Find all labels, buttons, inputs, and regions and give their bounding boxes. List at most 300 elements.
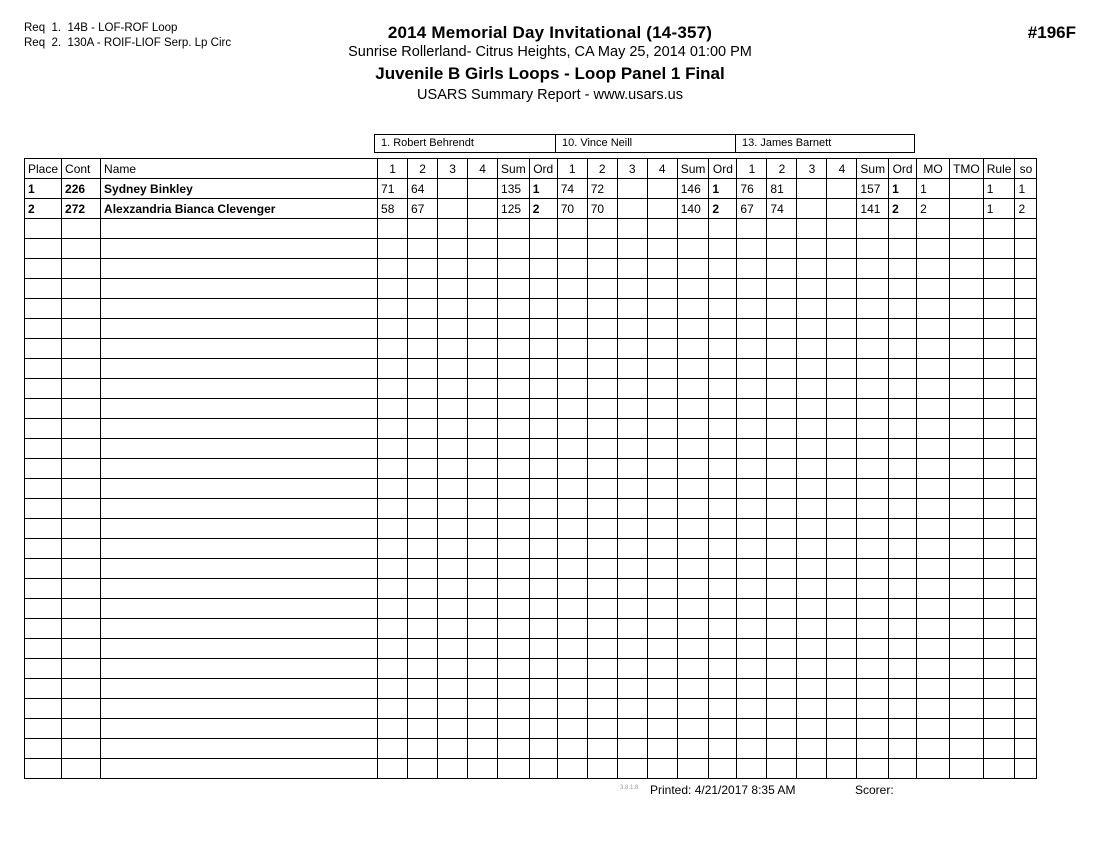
cell-empty-5 <box>438 659 468 679</box>
cell-empty-19 <box>857 339 889 359</box>
cell-empty-24 <box>1015 599 1037 619</box>
cell-empty-3 <box>378 699 408 719</box>
cell-empty-19 <box>857 719 889 739</box>
cell-empty-4 <box>408 759 438 779</box>
cell-empty-2 <box>101 519 378 539</box>
cell-empty-17 <box>797 239 827 259</box>
cell-empty-12 <box>647 259 677 279</box>
cell-empty-24 <box>1015 559 1037 579</box>
cell-empty-18 <box>827 419 857 439</box>
cell-empty-12 <box>647 419 677 439</box>
cell-empty-0 <box>25 499 62 519</box>
cell-empty-12 <box>647 659 677 679</box>
cell-empty-9 <box>557 759 587 779</box>
cell-empty-5 <box>438 719 468 739</box>
cell-empty-2 <box>101 239 378 259</box>
judge-panel-3: 13. James Barnett <box>735 134 915 153</box>
cell-empty-1 <box>62 699 101 719</box>
cell-empty-13 <box>677 379 709 399</box>
cell-empty-2 <box>101 359 378 379</box>
cell-empty-22 <box>950 659 984 679</box>
cell-empty-16 <box>767 419 797 439</box>
cell-empty-12 <box>647 719 677 739</box>
cell-empty-21 <box>917 539 950 559</box>
cell-empty-2 <box>101 339 378 359</box>
cell-empty-8 <box>529 759 557 779</box>
cell-empty-13 <box>677 479 709 499</box>
cell-empty-10 <box>587 739 617 759</box>
cell-empty-17 <box>797 739 827 759</box>
cell-empty-22 <box>950 579 984 599</box>
printed-timestamp: Printed: 4/21/2017 8:35 AM <box>650 783 796 797</box>
cell-empty-14 <box>709 579 737 599</box>
cell-empty-8 <box>529 319 557 339</box>
cell-empty-16 <box>767 719 797 739</box>
cell-empty-22 <box>950 459 984 479</box>
cell-empty-6 <box>468 339 498 359</box>
cell-empty-9 <box>557 519 587 539</box>
cell-empty-19 <box>857 579 889 599</box>
cell-panel3-sum: 141 <box>857 199 889 219</box>
cell-empty-15 <box>737 219 767 239</box>
table-row-empty <box>25 459 1037 479</box>
cell-empty-13 <box>677 439 709 459</box>
cell-empty-1 <box>62 679 101 699</box>
cell-empty-4 <box>408 279 438 299</box>
table-row-empty <box>25 279 1037 299</box>
cell-empty-1 <box>62 219 101 239</box>
cell-empty-11 <box>617 459 647 479</box>
cell-empty-6 <box>468 299 498 319</box>
cell-empty-17 <box>797 539 827 559</box>
cell-empty-15 <box>737 659 767 679</box>
cell-empty-17 <box>797 519 827 539</box>
cell-empty-13 <box>677 419 709 439</box>
cell-empty-8 <box>529 599 557 619</box>
cell-empty-6 <box>468 439 498 459</box>
cell-empty-1 <box>62 519 101 539</box>
cell-empty-11 <box>617 299 647 319</box>
cell-empty-24 <box>1015 319 1037 339</box>
cell-empty-5 <box>438 299 468 319</box>
cell-panel2-score1: 74 <box>557 179 587 199</box>
cell-empty-8 <box>529 579 557 599</box>
cell-empty-20 <box>889 379 917 399</box>
cell-empty-8 <box>529 239 557 259</box>
cell-empty-20 <box>889 639 917 659</box>
cell-empty-8 <box>529 499 557 519</box>
cell-empty-8 <box>529 539 557 559</box>
cell-empty-13 <box>677 499 709 519</box>
cell-empty-3 <box>378 319 408 339</box>
cell-empty-4 <box>408 599 438 619</box>
cell-empty-4 <box>408 679 438 699</box>
cell-empty-7 <box>498 499 530 519</box>
table-row-empty <box>25 259 1037 279</box>
cell-empty-0 <box>25 279 62 299</box>
cell-cont: 226 <box>62 179 101 199</box>
cell-empty-5 <box>438 559 468 579</box>
cell-empty-6 <box>468 679 498 699</box>
cell-empty-9 <box>557 539 587 559</box>
cell-empty-7 <box>498 319 530 339</box>
cell-empty-22 <box>950 399 984 419</box>
cell-empty-22 <box>950 479 984 499</box>
cell-empty-3 <box>378 499 408 519</box>
cell-empty-17 <box>797 659 827 679</box>
cell-empty-23 <box>983 339 1015 359</box>
cell-empty-21 <box>917 499 950 519</box>
cell-empty-24 <box>1015 699 1037 719</box>
table-row-empty <box>25 659 1037 679</box>
col-header-p3-sum: Sum <box>857 159 889 179</box>
col-header-p2-s1: 1 <box>557 159 587 179</box>
cell-empty-15 <box>737 679 767 699</box>
cell-empty-15 <box>737 359 767 379</box>
cell-empty-11 <box>617 419 647 439</box>
cell-empty-7 <box>498 299 530 319</box>
cell-empty-5 <box>438 539 468 559</box>
cell-empty-0 <box>25 439 62 459</box>
cell-empty-8 <box>529 399 557 419</box>
cell-empty-3 <box>378 439 408 459</box>
cell-empty-2 <box>101 259 378 279</box>
cell-empty-3 <box>378 239 408 259</box>
cell-empty-7 <box>498 259 530 279</box>
cell-empty-1 <box>62 719 101 739</box>
cell-empty-20 <box>889 659 917 679</box>
cell-empty-0 <box>25 259 62 279</box>
cell-empty-16 <box>767 399 797 419</box>
cell-empty-10 <box>587 539 617 559</box>
cell-empty-15 <box>737 419 767 439</box>
cell-empty-4 <box>408 419 438 439</box>
cell-empty-19 <box>857 479 889 499</box>
col-header-p3-s4: 4 <box>827 159 857 179</box>
cell-panel3-ord: 2 <box>889 199 917 219</box>
cell-empty-0 <box>25 619 62 639</box>
cell-empty-18 <box>827 319 857 339</box>
cell-empty-20 <box>889 279 917 299</box>
table-row-empty <box>25 619 1037 639</box>
cell-empty-11 <box>617 619 647 639</box>
cell-empty-8 <box>529 679 557 699</box>
cell-empty-6 <box>468 499 498 519</box>
cell-empty-22 <box>950 259 984 279</box>
cell-empty-9 <box>557 699 587 719</box>
cell-empty-17 <box>797 319 827 339</box>
cell-empty-24 <box>1015 619 1037 639</box>
cell-empty-8 <box>529 619 557 639</box>
cell-panel1-score4 <box>468 179 498 199</box>
cell-empty-12 <box>647 639 677 659</box>
header-row <box>25 159 1037 179</box>
cell-empty-17 <box>797 679 827 699</box>
cell-empty-2 <box>101 219 378 239</box>
cell-empty-18 <box>827 519 857 539</box>
cell-empty-23 <box>983 679 1015 699</box>
cell-empty-5 <box>438 399 468 419</box>
cell-empty-3 <box>378 299 408 319</box>
cell-empty-18 <box>827 679 857 699</box>
cell-empty-0 <box>25 219 62 239</box>
cell-empty-3 <box>378 399 408 419</box>
cell-empty-14 <box>709 519 737 539</box>
cell-empty-18 <box>827 579 857 599</box>
cell-empty-0 <box>25 639 62 659</box>
cell-empty-21 <box>917 299 950 319</box>
cell-empty-9 <box>557 639 587 659</box>
cell-empty-20 <box>889 359 917 379</box>
cell-so: 2 <box>1015 199 1037 219</box>
cell-empty-13 <box>677 339 709 359</box>
cell-empty-11 <box>617 259 647 279</box>
cell-empty-21 <box>917 339 950 359</box>
col-header-p2-s4: 4 <box>647 159 677 179</box>
cell-empty-12 <box>647 319 677 339</box>
cell-empty-6 <box>468 319 498 339</box>
cell-empty-21 <box>917 439 950 459</box>
cell-empty-10 <box>587 479 617 499</box>
cell-empty-9 <box>557 579 587 599</box>
cell-empty-0 <box>25 699 62 719</box>
cell-empty-5 <box>438 259 468 279</box>
cell-empty-10 <box>587 339 617 359</box>
cell-place: 2 <box>25 199 62 219</box>
cell-empty-23 <box>983 319 1015 339</box>
cell-empty-24 <box>1015 479 1037 499</box>
cell-empty-2 <box>101 699 378 719</box>
cell-empty-12 <box>647 399 677 419</box>
cell-empty-19 <box>857 519 889 539</box>
cell-empty-16 <box>767 639 797 659</box>
cell-empty-8 <box>529 219 557 239</box>
cell-empty-1 <box>62 499 101 519</box>
col-header-p3-s1: 1 <box>737 159 767 179</box>
cell-empty-1 <box>62 739 101 759</box>
cell-empty-18 <box>827 479 857 499</box>
cell-empty-14 <box>709 359 737 379</box>
cell-empty-3 <box>378 679 408 699</box>
cell-empty-13 <box>677 579 709 599</box>
cell-empty-6 <box>468 719 498 739</box>
cell-empty-7 <box>498 459 530 479</box>
cell-empty-17 <box>797 359 827 379</box>
cell-empty-5 <box>438 639 468 659</box>
cell-empty-21 <box>917 699 950 719</box>
table-body <box>25 179 1037 779</box>
cell-empty-4 <box>408 659 438 679</box>
cell-empty-3 <box>378 619 408 639</box>
cell-empty-9 <box>557 679 587 699</box>
cell-empty-3 <box>378 359 408 379</box>
cell-empty-11 <box>617 579 647 599</box>
cell-empty-23 <box>983 379 1015 399</box>
cell-panel1-sum: 125 <box>498 199 530 219</box>
cell-empty-18 <box>827 699 857 719</box>
cell-empty-13 <box>677 399 709 419</box>
cell-empty-13 <box>677 739 709 759</box>
cell-empty-12 <box>647 519 677 539</box>
cell-empty-17 <box>797 279 827 299</box>
cell-empty-17 <box>797 419 827 439</box>
cell-empty-15 <box>737 539 767 559</box>
cell-empty-9 <box>557 719 587 739</box>
cell-empty-22 <box>950 639 984 659</box>
cell-panel2-ord: 1 <box>709 179 737 199</box>
table-row-empty <box>25 739 1037 759</box>
cell-empty-17 <box>797 479 827 499</box>
col-header-rule: Rule <box>983 159 1015 179</box>
cell-empty-16 <box>767 259 797 279</box>
cell-empty-2 <box>101 639 378 659</box>
cell-empty-12 <box>647 759 677 779</box>
cell-empty-22 <box>950 239 984 259</box>
cell-empty-2 <box>101 399 378 419</box>
cell-empty-3 <box>378 259 408 279</box>
cell-empty-14 <box>709 739 737 759</box>
cell-empty-20 <box>889 679 917 699</box>
col-header-p3-s3: 3 <box>797 159 827 179</box>
cell-empty-16 <box>767 619 797 639</box>
cell-empty-13 <box>677 239 709 259</box>
cell-panel2-ord: 2 <box>709 199 737 219</box>
cell-empty-4 <box>408 239 438 259</box>
cell-empty-23 <box>983 499 1015 519</box>
cell-empty-23 <box>983 659 1015 679</box>
cell-empty-11 <box>617 239 647 259</box>
judges-band <box>374 134 915 153</box>
cell-empty-16 <box>767 759 797 779</box>
cell-empty-23 <box>983 439 1015 459</box>
table-row <box>25 179 1037 199</box>
col-header-p1-ord: Ord <box>529 159 557 179</box>
cell-panel3-ord: 1 <box>889 179 917 199</box>
cell-empty-7 <box>498 219 530 239</box>
cell-empty-20 <box>889 459 917 479</box>
cell-empty-24 <box>1015 519 1037 539</box>
cell-empty-10 <box>587 699 617 719</box>
cell-empty-22 <box>950 339 984 359</box>
division-title: Juvenile B Girls Loops - Loop Panel 1 Final <box>375 64 725 83</box>
cell-empty-21 <box>917 259 950 279</box>
cell-empty-10 <box>587 759 617 779</box>
cell-empty-2 <box>101 619 378 639</box>
cell-empty-7 <box>498 519 530 539</box>
cell-empty-11 <box>617 399 647 419</box>
cell-empty-9 <box>557 379 587 399</box>
judge-panel-2: 10. Vince Neill <box>555 134 735 153</box>
cell-mo: 2 <box>917 199 950 219</box>
cell-empty-20 <box>889 699 917 719</box>
cell-empty-2 <box>101 419 378 439</box>
table-row-empty <box>25 359 1037 379</box>
table-row-empty <box>25 399 1037 419</box>
cell-empty-11 <box>617 659 647 679</box>
col-header-p1-sum: Sum <box>498 159 530 179</box>
col-header-p2-sum: Sum <box>677 159 709 179</box>
page-code: #196F <box>1027 23 1076 42</box>
cell-empty-15 <box>737 479 767 499</box>
cell-empty-19 <box>857 439 889 459</box>
table-row-empty <box>25 339 1037 359</box>
cell-empty-8 <box>529 719 557 739</box>
cell-empty-17 <box>797 399 827 419</box>
cell-empty-19 <box>857 459 889 479</box>
cell-empty-1 <box>62 599 101 619</box>
cell-empty-3 <box>378 379 408 399</box>
cell-empty-1 <box>62 239 101 259</box>
cell-empty-20 <box>889 479 917 499</box>
cell-empty-9 <box>557 479 587 499</box>
cell-empty-7 <box>498 659 530 679</box>
cell-empty-14 <box>709 439 737 459</box>
cell-empty-12 <box>647 499 677 519</box>
cell-empty-22 <box>950 759 984 779</box>
cell-empty-24 <box>1015 419 1037 439</box>
cell-empty-6 <box>468 559 498 579</box>
cell-empty-6 <box>468 699 498 719</box>
cell-empty-23 <box>983 239 1015 259</box>
cell-empty-6 <box>468 539 498 559</box>
cell-empty-5 <box>438 739 468 759</box>
cell-empty-20 <box>889 539 917 559</box>
cell-panel3-score2: 81 <box>767 179 797 199</box>
cell-empty-0 <box>25 479 62 499</box>
cell-empty-19 <box>857 619 889 639</box>
cell-empty-16 <box>767 559 797 579</box>
cell-empty-4 <box>408 559 438 579</box>
cell-empty-24 <box>1015 339 1037 359</box>
cell-empty-13 <box>677 699 709 719</box>
cell-empty-23 <box>983 619 1015 639</box>
cell-empty-24 <box>1015 379 1037 399</box>
cell-empty-9 <box>557 319 587 339</box>
col-header-tmo: TMO <box>950 159 984 179</box>
cell-empty-8 <box>529 519 557 539</box>
cell-empty-24 <box>1015 739 1037 759</box>
cell-empty-6 <box>468 259 498 279</box>
cell-empty-15 <box>737 699 767 719</box>
cell-empty-19 <box>857 299 889 319</box>
cell-empty-17 <box>797 219 827 239</box>
cell-empty-13 <box>677 619 709 639</box>
cell-panel1-score4 <box>468 199 498 219</box>
cell-empty-18 <box>827 639 857 659</box>
cell-empty-18 <box>827 599 857 619</box>
cell-empty-20 <box>889 319 917 339</box>
cell-empty-17 <box>797 699 827 719</box>
cell-empty-7 <box>498 619 530 639</box>
cell-empty-8 <box>529 439 557 459</box>
cell-empty-3 <box>378 599 408 619</box>
table-row-empty <box>25 579 1037 599</box>
cell-empty-4 <box>408 459 438 479</box>
cell-empty-14 <box>709 279 737 299</box>
cell-empty-20 <box>889 339 917 359</box>
cell-empty-17 <box>797 719 827 739</box>
cell-empty-15 <box>737 459 767 479</box>
cell-empty-22 <box>950 559 984 579</box>
cell-empty-15 <box>737 559 767 579</box>
cell-panel2-sum: 146 <box>677 179 709 199</box>
cell-empty-13 <box>677 459 709 479</box>
cell-empty-20 <box>889 419 917 439</box>
cell-empty-21 <box>917 319 950 339</box>
cell-empty-15 <box>737 399 767 419</box>
col-header-p1-s3: 3 <box>438 159 468 179</box>
cell-empty-3 <box>378 219 408 239</box>
